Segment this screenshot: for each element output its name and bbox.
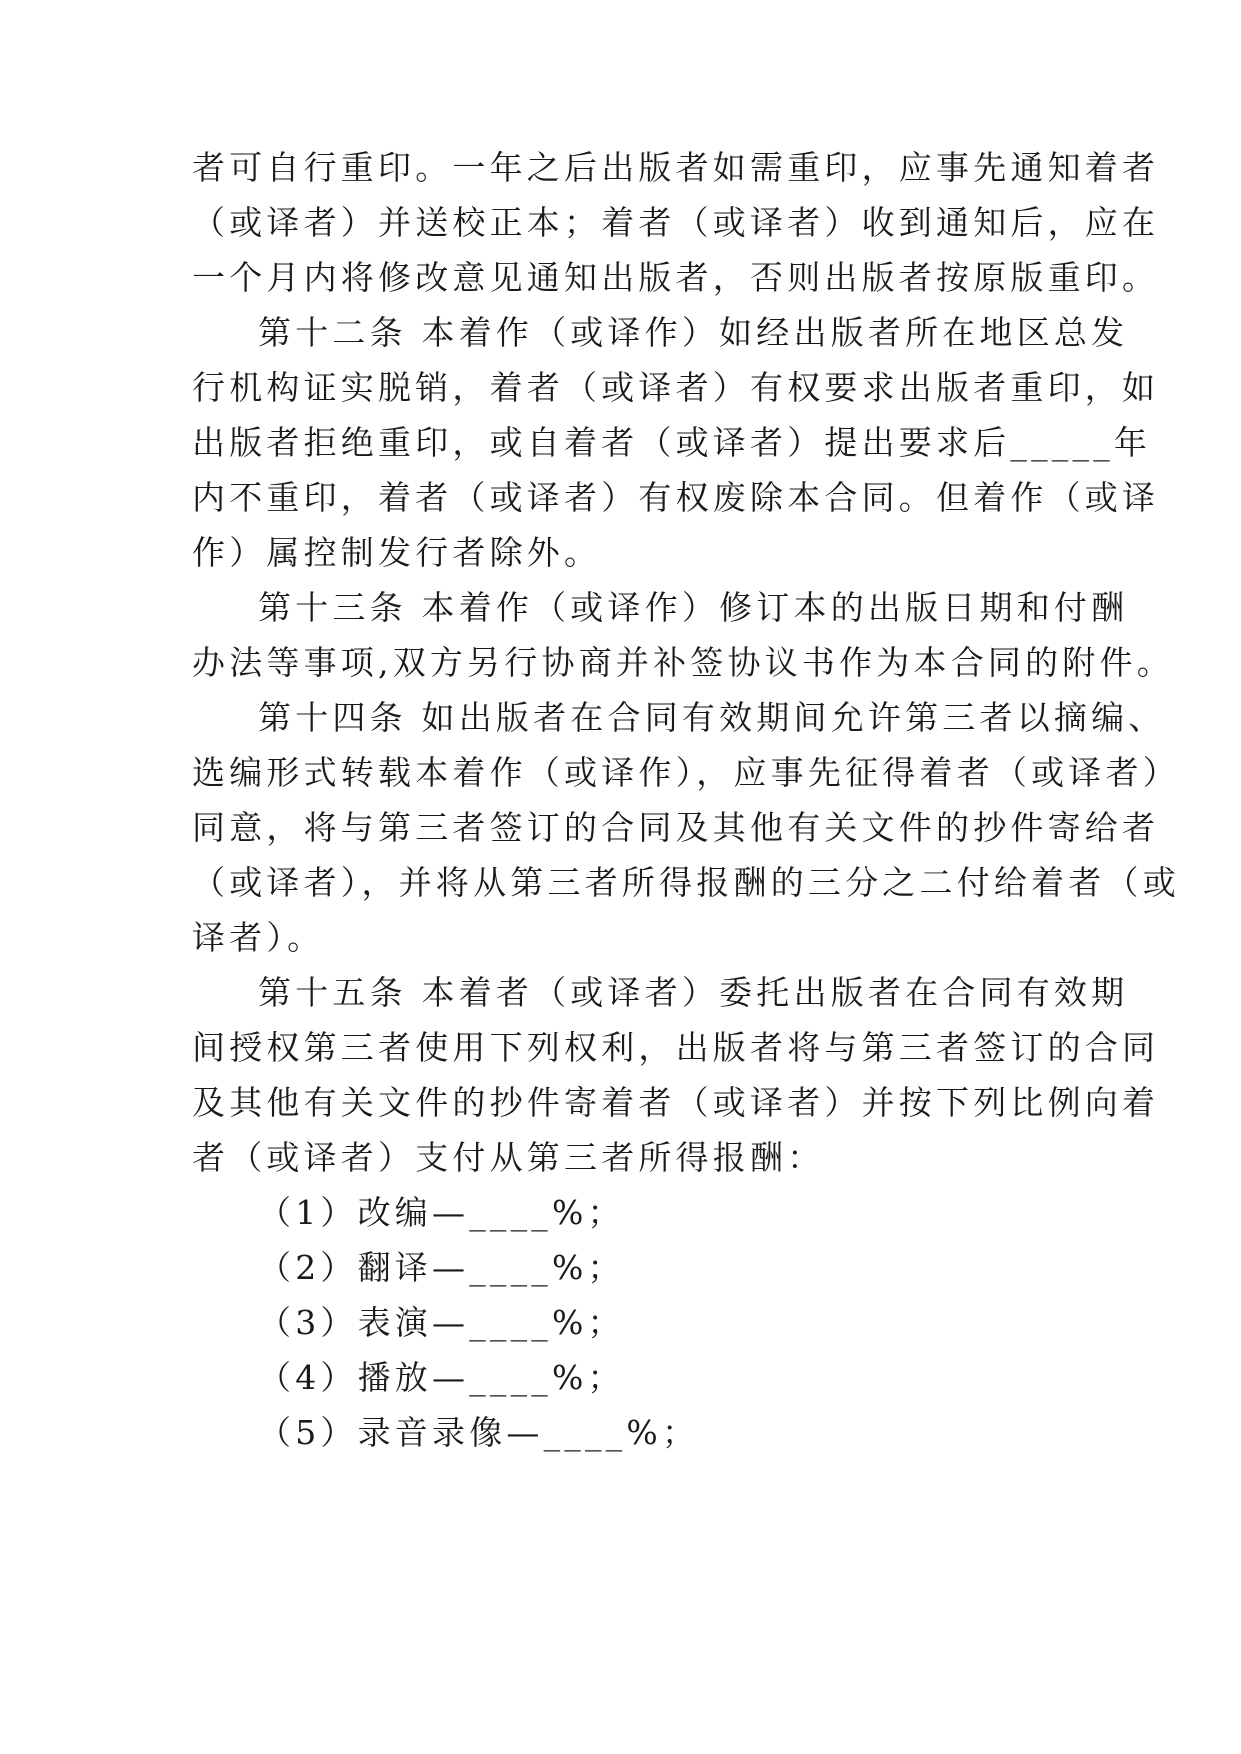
text-line: 间授权第三者使用下列权利，出版者将与第三者签订的合同: [192, 1028, 1160, 1067]
text-line: （或译者）并送校正本；着者（或译者）收到通知后，应在: [192, 203, 1160, 242]
article-15-heading-line: 第十五条 本着者（或译者）委托出版者在合同有效期: [258, 973, 1129, 1012]
list-item-audio-video: （5）录音录像—____%；: [258, 1413, 700, 1452]
article-14-heading-line: 第十四条 如出版者在合同有效期间允许第三者以摘编、: [258, 698, 1166, 737]
text-line: 同意，将与第三者签订的合同及其他有关文件的抄件寄给者: [192, 808, 1160, 847]
text-line: （或译者），并将从第三者所得报酬的三分之二付给着者（或: [192, 863, 1180, 902]
text-line: 内不重印，着者（或译者）有权废除本合同。但着作（或译: [192, 478, 1160, 517]
article-12-heading-line: 第十二条 本着作（或译作）如经出版者所在地区总发: [258, 313, 1129, 352]
list-item-broadcast: （4）播放—____%；: [258, 1358, 625, 1397]
text-line: 办法等事项,双方另行协商并补签协议书作为本合同的附件。: [192, 643, 1174, 682]
text-line: 作）属控制发行者除外。: [192, 533, 602, 572]
article-13-heading-line: 第十三条 本着作（或译作）修订本的出版日期和付酬: [258, 588, 1129, 627]
text-line: 行机构证实脱销，着者（或译者）有权要求出版者重印，如: [192, 368, 1160, 407]
text-line: 出版者拒绝重印，或自着者（或译者）提出要求后_____年: [192, 423, 1152, 462]
text-line: 者可自行重印。一年之后出版者如需重印，应事先通知着者: [192, 148, 1160, 187]
list-item-translation: （2）翻译—____%；: [258, 1248, 625, 1287]
text-line: 译者）。: [192, 918, 325, 957]
text-line: 一个月内将修改意见通知出版者，否则出版者按原版重印。: [192, 258, 1160, 297]
list-item-adaptation: （1）改编—____%；: [258, 1193, 625, 1232]
text-line: 者（或译者）支付从第三者所得报酬：: [192, 1138, 825, 1177]
list-item-performance: （3）表演—____%；: [258, 1303, 625, 1342]
text-line: 选编形式转载本着作（或译作），应事先征得着者（或译者）: [192, 753, 1180, 792]
text-line: 及其他有关文件的抄件寄着者（或译者）并按下列比例向着: [192, 1083, 1160, 1122]
